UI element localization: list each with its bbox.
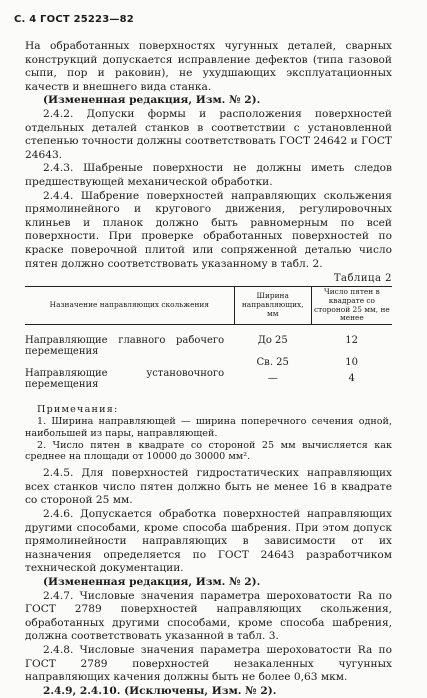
table-header-row <box>25 287 392 325</box>
table-cell-width: Св. 25 <box>256 357 289 369</box>
table-cell-purpose: Направляющие установочного перемещения <box>25 368 225 391</box>
table-row <box>25 368 392 404</box>
paragraph-2-4-9-10: 2.4.9, 2.4.10. (Исключены, Изм. № 2). <box>43 684 277 697</box>
paragraph-2-4-8: 2.4.8. Числовые значения параметра шероховатости Ra по ГОСТ 2789 поверхностей незакаленных чугунных направляющих качения должны быть не более 0,63 мкм. <box>25 643 392 684</box>
document-body <box>25 40 392 698</box>
spots-table <box>25 286 392 404</box>
note-item: 1. Ширина направляющей — ширина поперечного сечения одной, наибольшей из пары, направляющей. <box>25 416 392 439</box>
table-cell-width: До 25 <box>257 335 288 347</box>
notes-title: Примечания: <box>37 404 119 416</box>
paragraph-2-4-5: 2.4.5. Для поверхностей гидростатических направляющих всех станков число пятен должно быть не менее 16 в квадрате со стороной 25 мм. <box>25 467 392 507</box>
paragraph-2-4-6: 2.4.6. Допускается обработка поверхностей направляющих другими способами, кроме способа шабрения. При этом допуск прямолинейности направляющих в зависимости от их назначения определяется по ГОСТ 24643 разработчиком технической документации. <box>25 508 392 575</box>
table-cell-spots: 4 <box>348 373 355 385</box>
table-cell-purpose: Направляющие главного рабочего перемещения <box>25 335 225 358</box>
table-caption: Таблица 2 <box>333 273 392 285</box>
paragraph-2-4-7: 2.4.7. Числовые значения параметра шероховатости Ra по ГОСТ 2789 поверхностей направляющих скольжения, обработанных другими способами, кроме способа шабрения, должна соответствовать указанной в табл. 3. <box>25 589 392 643</box>
table-header-purpose: Назначение направляющих скольжения <box>25 287 234 325</box>
table-row <box>25 325 392 358</box>
table-cell-spots: 10 <box>345 357 358 369</box>
table-cell-spots: 12 <box>345 335 358 347</box>
paragraph-2-4-3: 2.4.3. Шабреные поверхности не должны иметь следов предшествующей механической обработки. <box>25 162 392 188</box>
table-cell-purpose <box>25 357 234 368</box>
table-row <box>25 357 392 368</box>
note-item: 2. Число пятен в квадрате со стороной 25 мм вычисляется как среднее на площади от 10000 до 30000 мм². <box>25 439 392 463</box>
page-header: С. 4 ГОСТ 25223—82 <box>14 14 134 25</box>
amendment-note: (Измененная редакция, Изм. № 2). <box>43 576 261 589</box>
table-header-width: Ширина направляющих, мм <box>234 287 311 325</box>
table-header-spots: Число пятен в квадрате со стороной 25 мм, не менее <box>311 287 392 325</box>
table-cell-width: — <box>267 373 278 385</box>
paragraph-2-4-4: 2.4.4. Шабрение поверхностей направляющих скольжения прямолинейного и кругового движения, регулировочных клиньев и планок должно быть равномерным по всей поверхности. При проверке обработанных поверхностей по краске поверочной плитой или сопряженной деталью число пятен должно соответствовать указанному в табл. 2. <box>25 189 392 270</box>
amendment-note: (Измененная редакция, Изм. № 2). <box>43 94 261 107</box>
paragraph-defects: На обработанных поверхностях чугунных деталей, сварных конструкций допускается исправление дефектов (типа газовой сыпи, пор и раковин), не ухудшающих эксплуатационных качеств и внешнего вида станка. <box>25 40 392 93</box>
paragraph-2-4-2: 2.4.2. Допуски формы и расположения поверхностей отдельных деталей станков в соответствии с установленной степенью точности должны соответствовать ГОСТ 24642 и ГОСТ 24643. <box>25 107 392 161</box>
table-notes <box>25 404 392 463</box>
